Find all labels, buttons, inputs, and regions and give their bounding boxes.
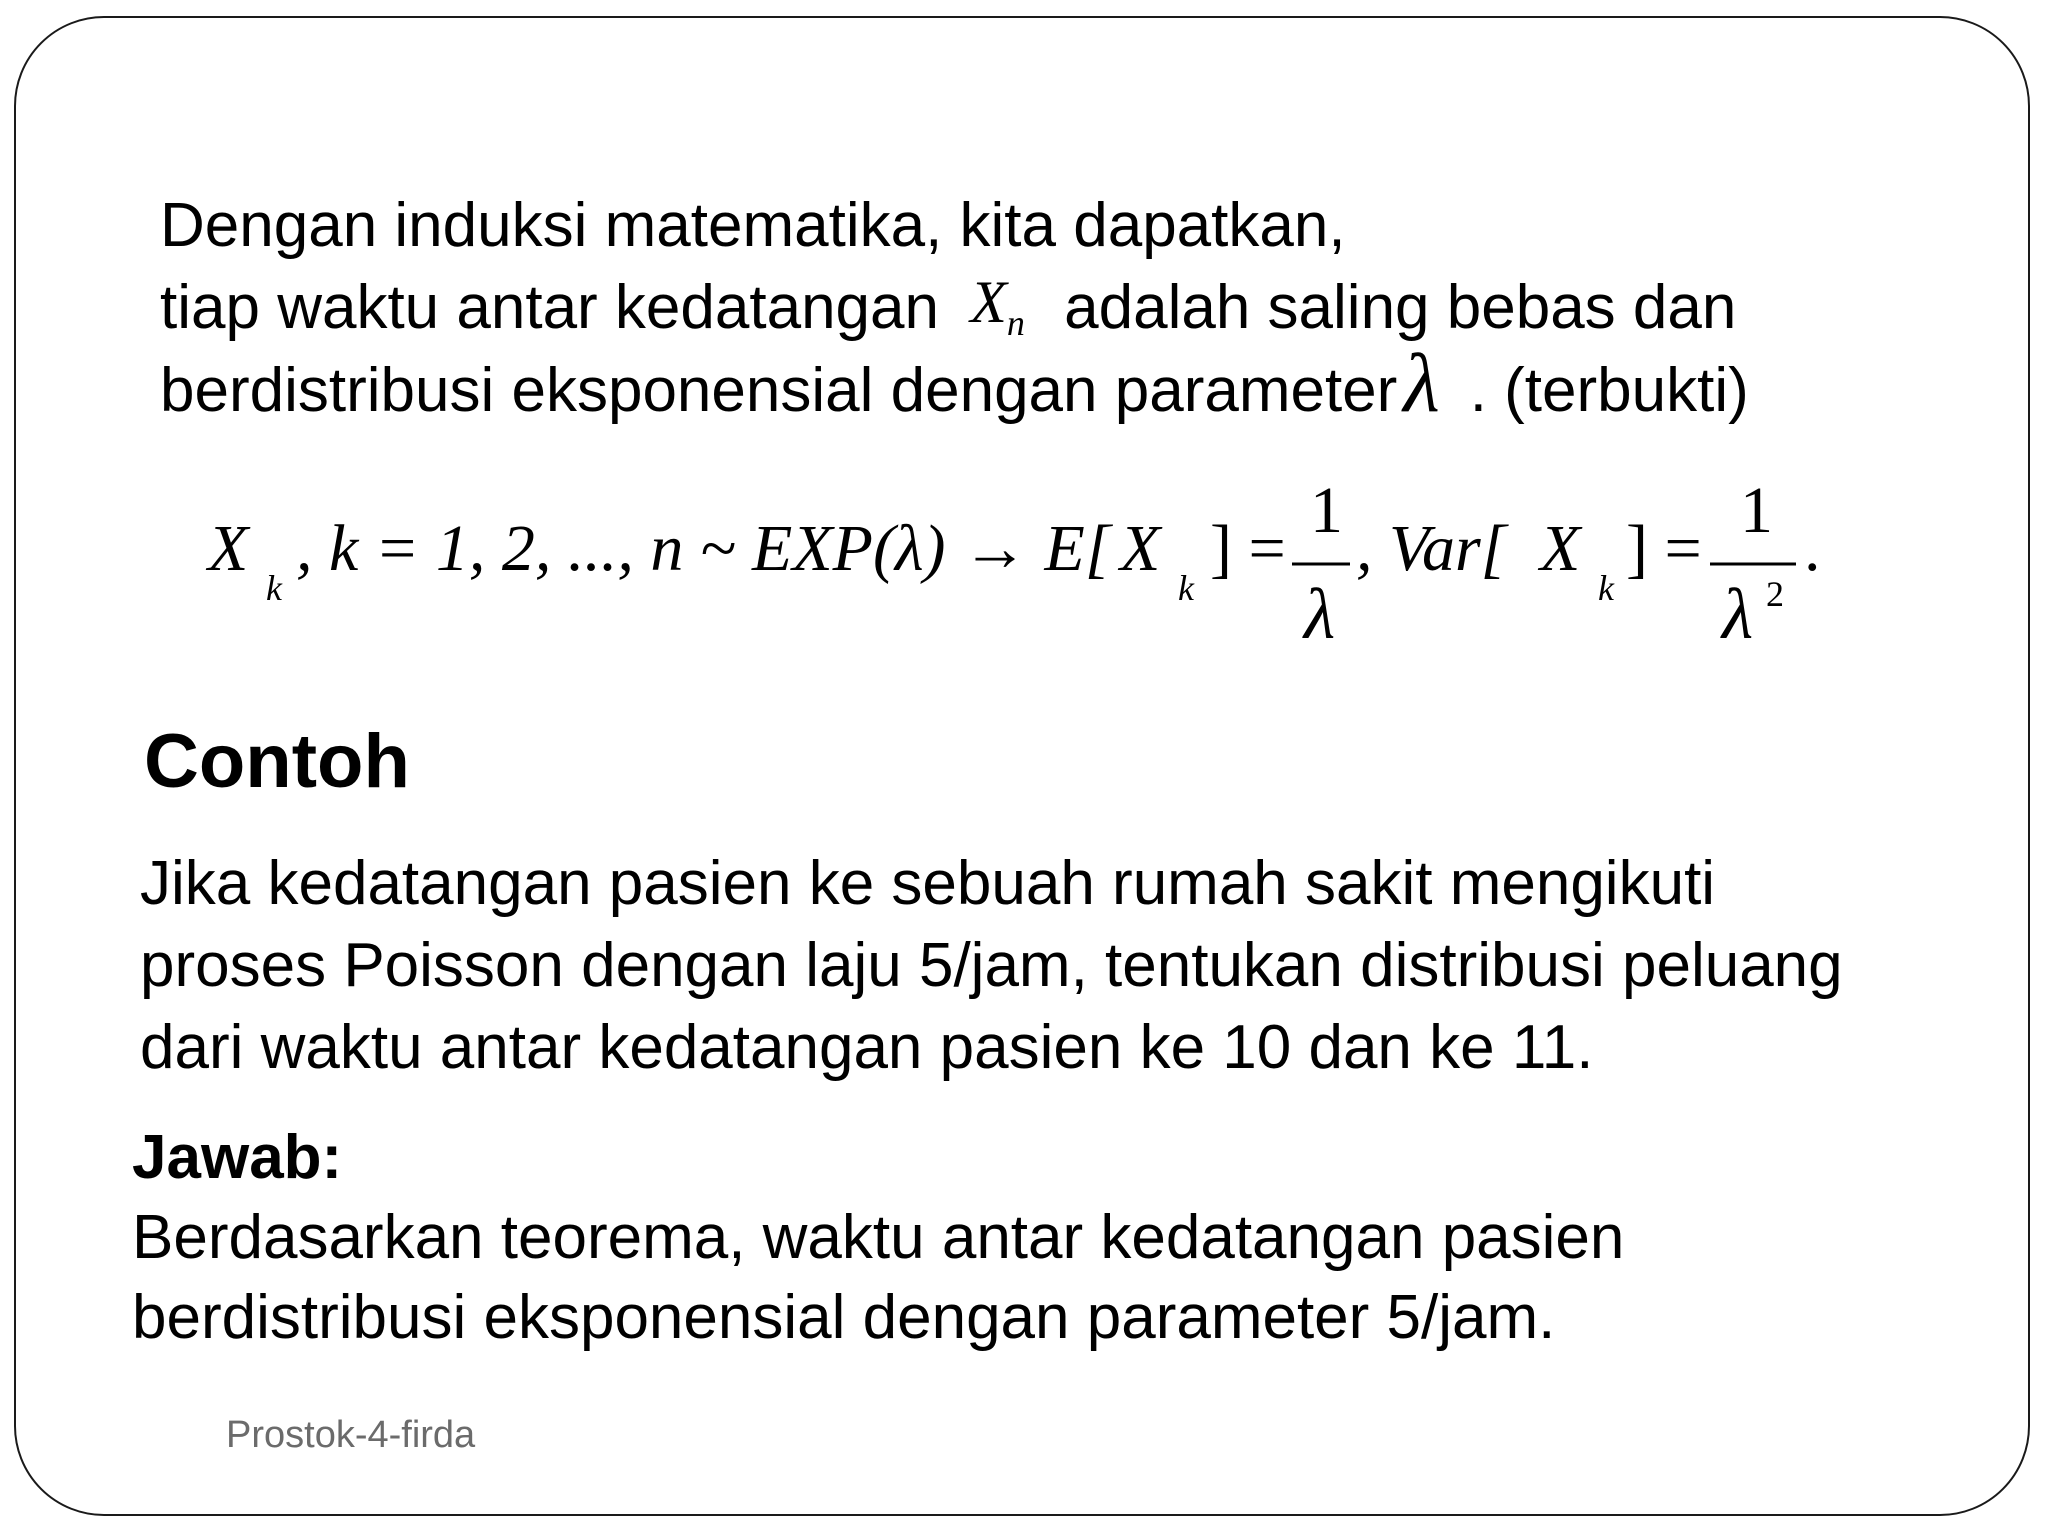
formula-denominator-2: λ: [1722, 574, 1754, 654]
intro-line-2: [160, 269, 1737, 350]
intro-line-3-after: . (terbukti): [1469, 356, 1749, 425]
formula-close-eq-1: ] =: [1210, 512, 1286, 585]
variable-x: X: [970, 269, 1007, 335]
example-line-2: proses Poisson dengan laju 5/jam, tentukan distribusi peluang: [140, 931, 1843, 1000]
intro-line-1-text: Dengan induksi matematika, kita dapatkan,: [160, 191, 1346, 260]
formula-numerator-2: 1: [1740, 474, 1773, 547]
answer-line-1: Berdasarkan teorema, waktu antar kedatangan pasien: [132, 1203, 1625, 1272]
formula-x-3: X: [1540, 512, 1581, 585]
example-line-1: Jika kedatangan pasien ke sebuah rumah sakit mengikuti: [140, 849, 1716, 918]
formula-numerator-1: 1: [1310, 474, 1343, 547]
formula-sub-k-1: k: [266, 568, 282, 608]
jawab-label: Jawab:: [132, 1123, 343, 1192]
example-line-3: dari waktu antar kedatangan pasien ke 10 dan ke 11.: [140, 1013, 1594, 1082]
intro-line-2-after: adalah saling bebas dan: [1064, 273, 1737, 342]
contoh-heading: Contoh: [144, 719, 410, 804]
subscript-n: n: [1006, 303, 1025, 343]
intro-line-3-before: berdistribusi eksponensial dengan parameter: [160, 356, 1398, 425]
formula-close-eq-2: ] =: [1626, 512, 1702, 585]
lambda-symbol: λ: [1403, 337, 1440, 430]
formula-var: , Var[: [1356, 512, 1507, 585]
formula-sub-k-3: k: [1598, 568, 1614, 608]
variable-x-n: [970, 269, 1025, 343]
formula-x: X: [208, 512, 249, 585]
formula-range: , k = 1, 2, ..., n ~ EXP(λ) → E[: [296, 512, 1111, 585]
intro-line-1: [160, 190, 1346, 261]
formula-denominator-1: λ: [1304, 574, 1336, 654]
formula-x-2: X: [1120, 512, 1161, 585]
footer-label: Prostok-4-firda: [226, 1414, 476, 1456]
formula-exponential: [200, 470, 1880, 670]
answer-line-2: berdistribusi eksponensial dengan parameter 5/jam.: [132, 1283, 1556, 1352]
intro-line-2-before: tiap waktu antar kedatangan: [160, 273, 939, 342]
intro-line-3: [160, 337, 1749, 430]
formula-period: .: [1804, 512, 1821, 585]
formula-sub-k-2: k: [1178, 568, 1194, 608]
formula-exponent-2: 2: [1766, 574, 1784, 614]
